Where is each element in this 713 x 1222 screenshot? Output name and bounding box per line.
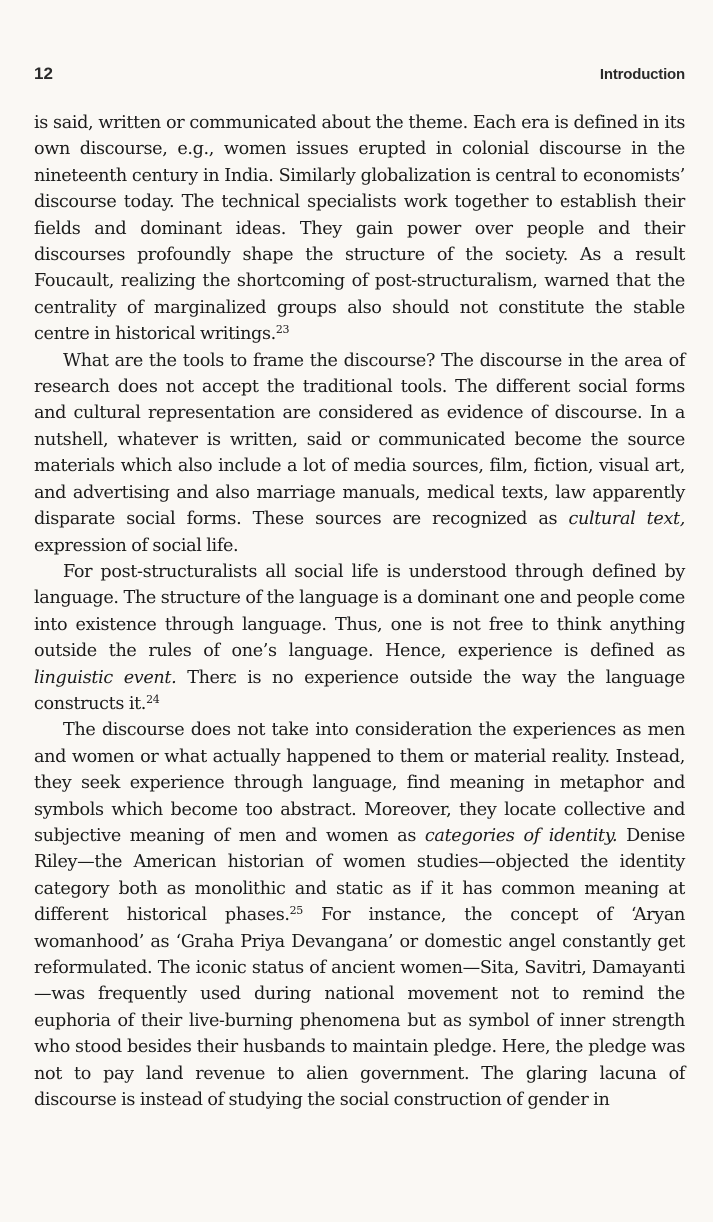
italic-term: linguistic event. — [34, 667, 177, 688]
footnote-marker: 23 — [275, 323, 290, 337]
paragraph — [34, 717, 685, 1113]
text-run: The discourse does not take into consideration the experiences as men and women or what actually happened to them or material reality. Instead, they seek experience through language, find meaning in metaphor and symbols which become too abstract. Moreover, they locate collective and subjective meaning of men and women as — [34, 720, 685, 846]
running-header — [34, 64, 685, 84]
text-run: Denise Riley—the American historian of women studies—objected the identity category both as monolithic and static as if it has common meaning at different historical phases. — [34, 825, 685, 926]
text-run: For post-structuralists all social life is understood through defined by language. The structure of the language is a dominant one and people come into existence through language. Thus, one is not free to think anything outside the rules of one’s language. Hence, experience is defined as — [34, 561, 685, 662]
paragraph — [34, 110, 685, 348]
footnote-marker: 25 — [289, 904, 303, 918]
paragraph — [34, 559, 685, 717]
text-run: For instance, the concept of ‘Aryan womanhood’ as ‘Graha Priya Devangana’ or domestic angel constantly get reformulated. The iconic status of ancient women—Sita, Savitri, Damayanti—was frequently used during national movement not to remind the euphoria of their live-burning phenomena but as symbol of inner strength who stood besides their husbands to maintain pledge. Here, the pledge was not to pay land revenue to alien government. The glaring lacuna of discourse is instead of studying the social construction of gender in — [34, 905, 685, 1111]
italic-term: cultural text, — [568, 509, 685, 530]
chapter-title: Introduction — [599, 66, 685, 83]
text-run: Therε is no experience outside the way the language constructs it. — [34, 667, 685, 714]
body-text — [34, 110, 685, 1113]
text-run: is said, written or communicated about the theme. Each era is defined in its own discourse, e.g., women issues erupted in colonial discourse in the nineteenth century in India. Similarly globalization is central to economists’ discourse today. The technical specialists work together to establish their fields and dominant ideas. They gain power over people and their discourses profoundly shape the structure of the society. As a result Foucault, realizing the shortcoming of post-structuralism, warned that the centrality of marginalized groups also should not constitute the stable centre in historical writings. — [34, 113, 685, 345]
page-number: 12 — [34, 64, 53, 83]
paragraph — [34, 348, 685, 559]
text-run: What are the tools to frame the discourse? The discourse in the area of research does not accept the traditional tools. The different social forms and cultural representation are considered as evidence of discourse. In a nutshell, whatever is written, said or communicated become the source materials which also include a lot of media sources, film, fiction, visual art, and advertising and also marriage manuals, medical texts, law apparently disparate social forms. These sources are recognized as — [34, 350, 685, 530]
italic-term: categories of identity. — [424, 825, 618, 846]
text-run: expression of social life. — [34, 535, 239, 556]
footnote-marker: 24 — [146, 692, 160, 706]
